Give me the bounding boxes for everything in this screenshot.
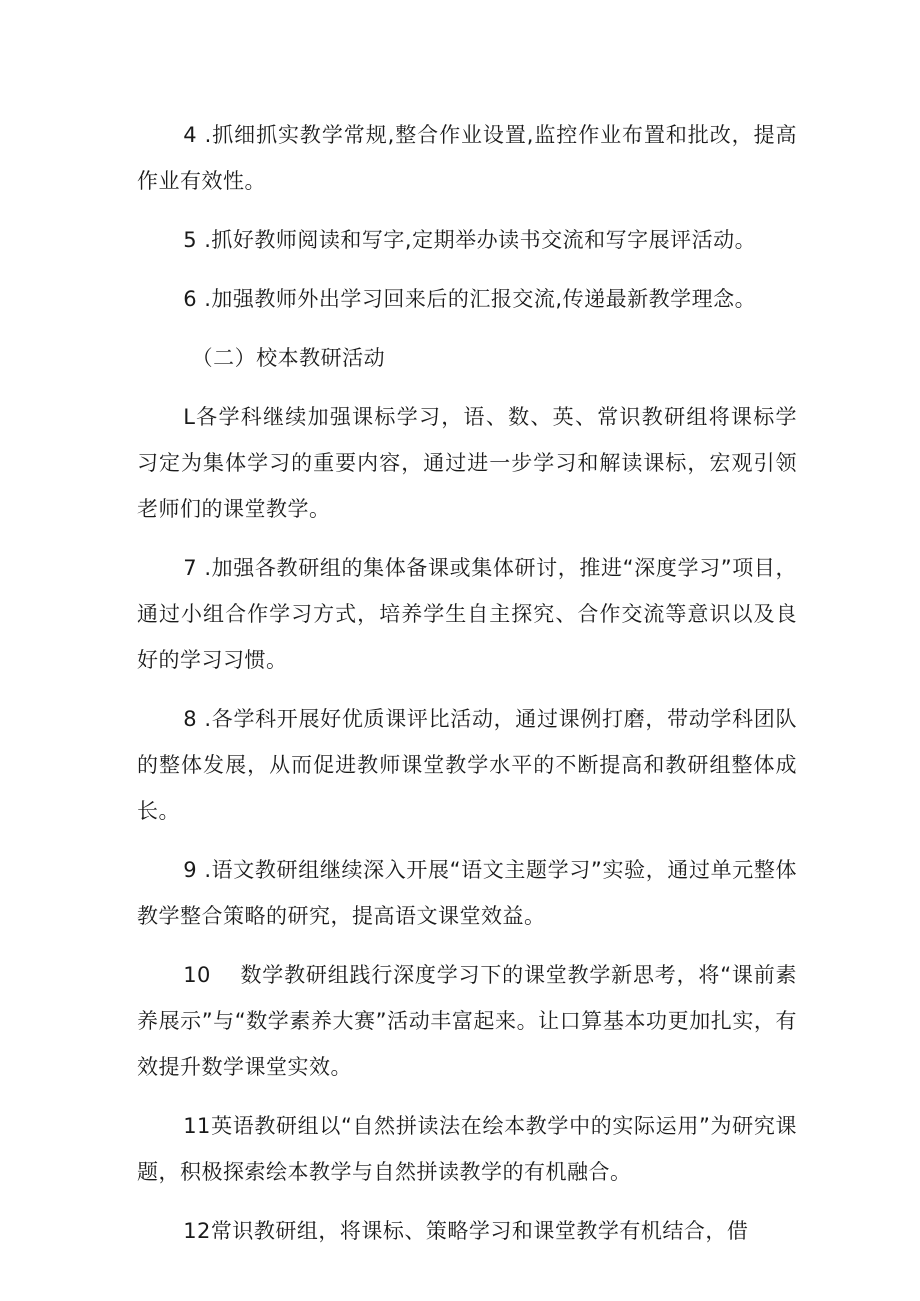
paragraph-item-5: 5 .抓好教师阅读和写字,定期举办读书交流和写字展评活动。 — [183, 228, 757, 252]
paragraph-item-6: 6 .加强教师外出学习回来后的汇报交流,传递最新教学理念。 — [183, 287, 757, 311]
document-body — [137, 112, 797, 1267]
paragraph-item-4: 4 .抓细抓实教学常规,整合作业设置,监控作业布置和批改，提高作业有效性。 — [137, 123, 797, 193]
paragraph-item-7: 7 .加强各教研组的集体备课或集体研讨，推进“深度学习”项目，通过小组合作学习方式，培养学生自主探究、合作交流等意识以及良好的学习习惯。 — [137, 556, 797, 672]
paragraph-item-l: L各学科继续加强课标学习，语、数、英、常识教研组将课标学习定为集体学习的重要内容，通过进一步学习和解读课标，宏观引领老师们的课堂教学。 — [137, 405, 797, 521]
paragraph-item-12: 12常识教研组，将课标、策略学习和课堂教学有机结合，借 — [183, 1219, 749, 1243]
section-heading: （二）校本教研活动 — [191, 346, 386, 370]
paragraph-item-9: 9 .语文教研组继续深入开展“语文主题学习”实验，通过单元整体教学整合策略的研究，提高语文课堂效益。 — [137, 858, 797, 928]
paragraph-item-11: 11英语教研组以“自然拼读法在绘本教学中的实际运用”为研究课题，积极探索绘本教学与自然拼读教学的有机融合。 — [137, 1114, 797, 1184]
paragraph-item-8: 8 .各学科开展好优质课评比活动，通过课例打磨，带动学科团队的整体发展，从而促进教师课堂教学水平的不断提高和教研组整体成长。 — [137, 707, 797, 823]
paragraph-item-10: 10 数学教研组践行深度学习下的课堂教学新思考，将“课前素养展示”与“数学素养大赛”活动丰富起来。让口算基本功更加扎实，有效提升数学课堂实效。 — [137, 963, 797, 1079]
